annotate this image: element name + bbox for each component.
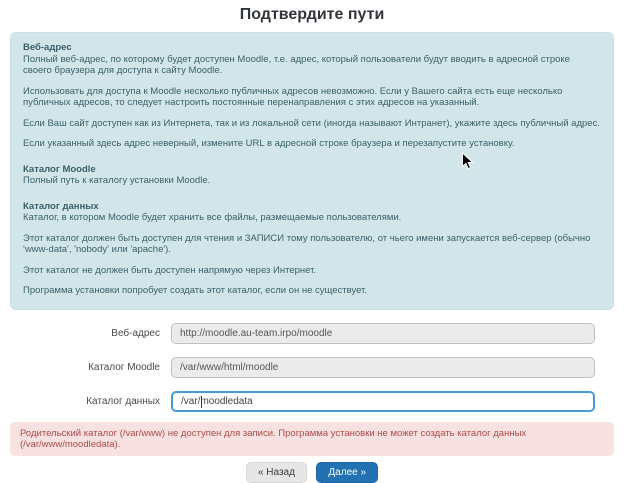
next-button[interactable]: Далее » [316, 462, 378, 483]
info-heading-web-address: Веб-адрес [23, 42, 72, 53]
error-message: Родительский каталог (/var/www) не доступен для записи. Программа установки не может создать каталог данных (/var/www/moodledata). [10, 422, 614, 456]
info-heading-moodle-dir: Каталог Moodle [23, 163, 96, 175]
nav-buttons [10, 462, 614, 483]
data-dir-input-wrap [171, 391, 595, 412]
web-address-label: Веб-адрес [111, 327, 160, 339]
paths-info-box [10, 32, 614, 310]
info-paragraph: Если Ваш сайт доступен как из Интернета, так и из локальной сети (иногда называют Интранет), укажите здесь публичный адрес. [23, 117, 600, 129]
info-paragraph: Если указанный здесь адрес неверный, измените URL в адресной строке браузера и перезапустите установку. [23, 138, 515, 149]
info-paragraph: Этот каталог должен быть доступен для чтения и ЗАПИСИ тому пользователю, от чьего имени запускается веб-сервер (обычно 'www-data', 'nobody' или 'apache'). [23, 232, 591, 255]
data-dir-label: Каталог данных [86, 395, 160, 407]
data-dir-input[interactable] [171, 391, 595, 412]
info-paragraph: Полный веб-адрес, по которому будет доступен Moodle, т.е. адрес, который пользователи будут вводить в адресной строке своего браузера для доступа к сайту Moodle. [23, 53, 570, 76]
moodle-dir-input-wrap [171, 357, 595, 378]
info-paragraph: Полный путь к каталогу установки Moodle. [23, 175, 211, 186]
web-address-input-wrap [171, 323, 595, 344]
info-paragraph: Каталог, в котором Moodle будет хранить все файлы, размещаемые пользователями. [23, 212, 402, 223]
text-caret [201, 396, 202, 408]
form-row-data-dir [10, 391, 614, 412]
info-heading-data-dir: Каталог данных [23, 200, 99, 212]
form-row-web-address [10, 323, 614, 344]
form-row-moodle-dir [10, 357, 614, 378]
info-paragraph: Использовать для доступа к Moodle несколько публичных адресов невозможно. Если у Вашего сайта есть еще несколько публичных адресов, то следует настроить постоянные перенаправления с этих адресов на указанный. [23, 85, 563, 108]
web-address-input[interactable] [171, 323, 595, 344]
info-paragraph: Этот каталог не должен быть доступен напрямую через Интернет. [23, 264, 317, 276]
info-paragraph: Программа установки попробует создать этот каталог, если он не существует. [23, 285, 367, 296]
moodle-dir-input[interactable] [171, 357, 595, 378]
moodle-dir-label: Каталог Moodle [88, 361, 160, 373]
back-button[interactable]: « Назад [246, 462, 307, 483]
paths-form [10, 323, 614, 412]
page-title: Подтвердите пути [239, 6, 385, 23]
